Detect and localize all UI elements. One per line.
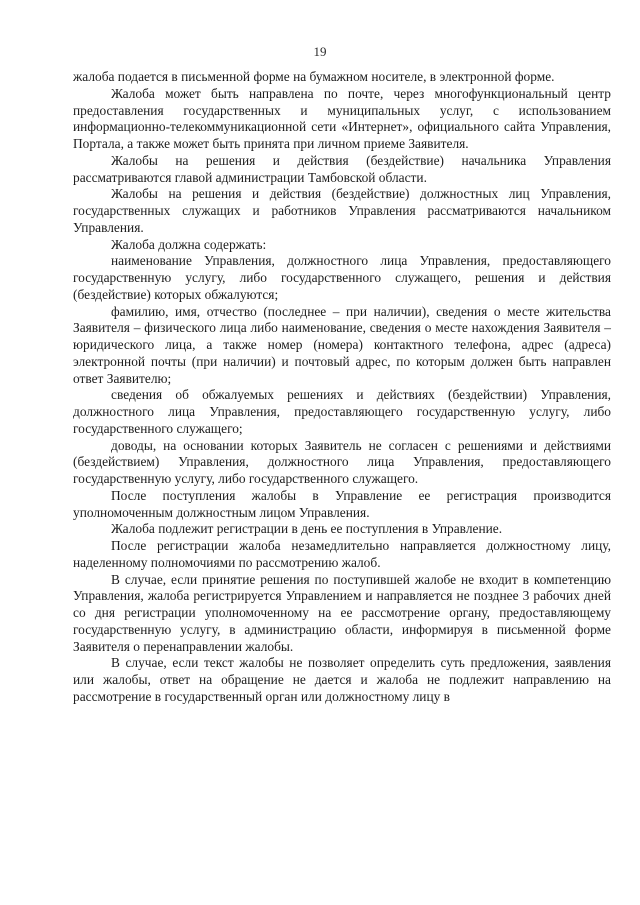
paragraph-complaints-against-head: Жалобы на решения и действия (бездействие) начальника Управления рассматриваются главой администрации Тамбовской области. (73, 152, 611, 185)
document-body (73, 69, 611, 706)
paragraph-complaints-against-officials: Жалобы на решения и действия (бездействие) должностных лиц Управления, государственных служащих и работников Управления рассматриваются начальником Управления. (73, 186, 611, 235)
paragraph-complaint-channels: Жалоба может быть направлена по почте, через многофункциональный центр предоставления государственных и муниципальных услуг, с использованием информационно-телекоммуникационной сети «Интернет», официального сайта Управления, Портала, а также может быть принята при личном приеме Заявителя. (73, 85, 611, 151)
paragraph-item-appealed-decisions: сведения об обжалуемых решениях и действиях (бездействии) Управления, должностного лица Управления, предоставляющего государственную услугу, либо государственного служащего; (73, 387, 611, 436)
paragraph-item-applicant-details: фамилию, имя, отчество (последнее – при наличии), сведения о месте жительства Заявителя – физического лица либо наименование, сведения о месте нахождения Заявителя – юридического лица, а также номер (номера) контактного телефона, адрес (адреса) электронной почты (при наличии) и почтовый адрес, по которым должен быть направлен ответ Заявителю; (73, 303, 611, 386)
paragraph-registration: После поступления жалобы в Управление ее регистрация производится уполномоченным должностным лицом Управления. (73, 487, 611, 520)
paragraph-redirect-complaint: В случае, если принятие решения по поступившей жалобе не входит в компетенцию Управления, жалоба регистрируется Управлением и направляется не позднее 3 рабочих дней со дня регистрации уполномоченному на ее рассмотрение органу, предоставляющему государственную услугу, в администрацию области, информируя в письменной форме Заявителя о перенаправлении жалобы. (73, 571, 611, 654)
paragraph-item-name-of-authority: наименование Управления, должностного лица Управления, предоставляющего государственную услугу, либо государственного служащего, решения и действия (бездействие) которых обжалуются; (73, 253, 611, 302)
paragraph-item-arguments: доводы, на основании которых Заявитель не согласен с решениями и действиями (бездействием) Управления, должностного лица Управления, предоставляющего государственную услугу, либо государственного служащего. (73, 437, 611, 486)
page-number: 19 (313, 44, 327, 59)
paragraph-unclear-complaint: В случае, если текст жалобы не позволяет определить суть предложения, заявления или жалобы, ответ на обращение не дается и жалоба не подлежит направлению на рассмотрение в государственный орган или должностному лицу в (73, 655, 611, 704)
paragraph-registration-day: Жалоба подлежит регистрации в день ее поступления в Управление. (111, 521, 503, 537)
paragraph-complaint-contents-intro: Жалоба должна содержать: (111, 236, 267, 252)
paragraph-complaint-form: жалоба подается в письменной форме на бумажном носителе, в электронной форме. (73, 69, 555, 84)
paragraph-after-registration: После регистрации жалоба незамедлительно направляется должностному лицу, наделенному полномочиями по рассмотрению жалоб. (73, 538, 611, 570)
